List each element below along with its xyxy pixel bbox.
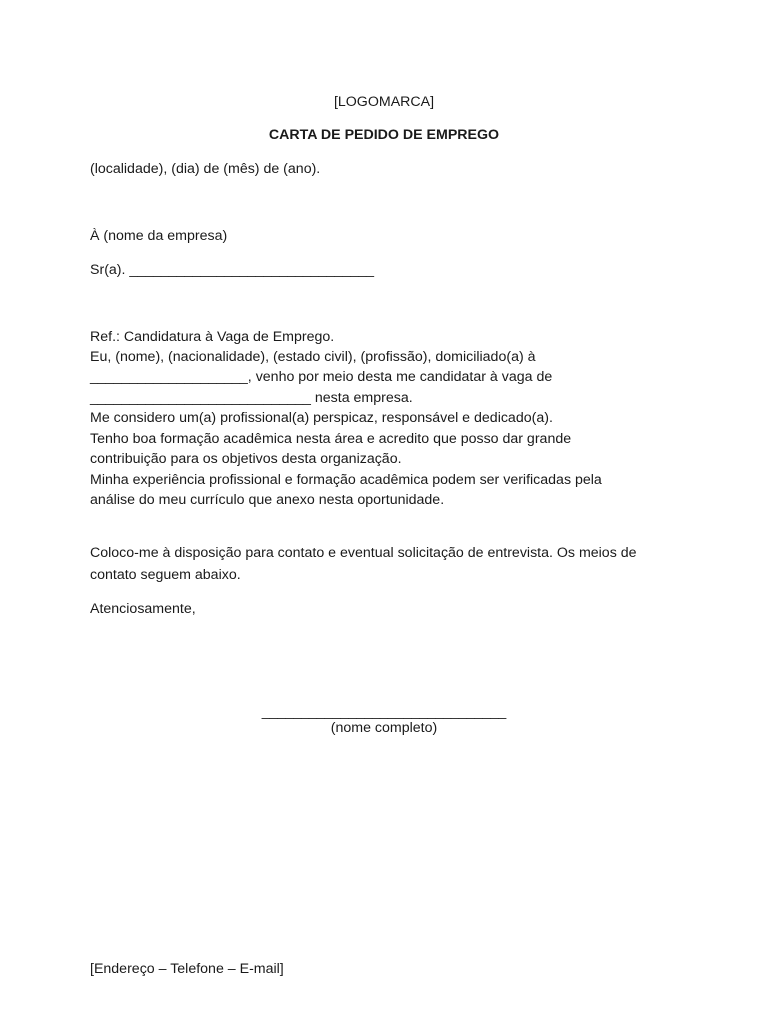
body-line: contribuição para os objetivos desta organização.	[90, 451, 402, 467]
recipient-person: Sr(a). _______________________________	[90, 262, 375, 278]
reference-line: Ref.: Candidatura à Vaga de Emprego.	[90, 329, 335, 345]
body-line: ____________________, venho por meio desta me candidatar à vaga de	[90, 369, 553, 385]
signature-name: (nome completo)	[330, 720, 438, 736]
signature-line: _______________________________	[261, 704, 507, 720]
recipient-company: À (nome da empresa)	[90, 228, 228, 244]
footer-contact: [Endereço – Telefone – E-mail]	[90, 961, 284, 977]
body-line: Eu, (nome), (nacionalidade), (estado civil), (profissão), domiciliado(a) à	[90, 349, 536, 365]
closing-line: Coloco-me à disposição para contato e eventual solicitação de entrevista. Os meios de	[90, 545, 637, 561]
body-line: Minha experiência profissional e formação acadêmica podem ser verificadas pela	[90, 472, 602, 488]
logo-placeholder: [LOGOMARCA]	[333, 94, 435, 110]
body-line: Tenho boa formação acadêmica nesta área e acredito que posso dar grande	[90, 431, 572, 447]
date-line: (localidade), (dia) de (mês) de (ano).	[90, 161, 321, 177]
salutation: Atenciosamente,	[90, 601, 196, 617]
body-line: Me considero um(a) profissional(a) perspicaz, responsável e dedicado(a).	[90, 410, 553, 426]
body-line: análise do meu currículo que anexo nesta oportunidade.	[90, 492, 445, 508]
closing-line: contato seguem abaixo.	[90, 567, 241, 583]
letter-title: CARTA DE PEDIDO DE EMPREGO	[268, 127, 500, 143]
body-line: ____________________________ nesta empresa.	[90, 390, 413, 406]
